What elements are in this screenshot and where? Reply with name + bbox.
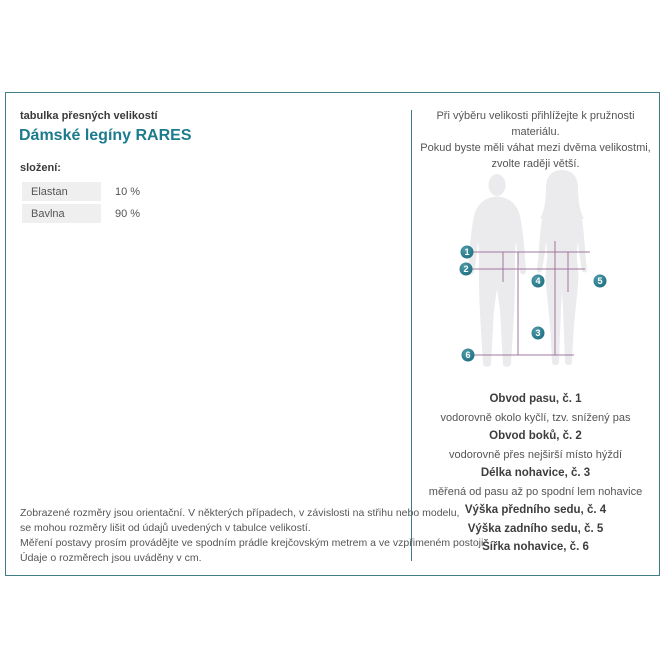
marker-1-icon <box>461 246 474 259</box>
svg-text:2: 2 <box>463 264 469 275</box>
body-silhouettes-figure <box>408 167 656 381</box>
male-silhouette-icon <box>468 174 526 367</box>
disclaimer-line: Údaje o rozměrech jsou uváděny v cm. <box>20 552 202 564</box>
marker-6-icon <box>462 349 475 362</box>
measurement-diagram <box>408 167 656 381</box>
list-item <box>412 520 659 539</box>
measurement-title: Obvod boků, č. 2 <box>489 430 582 442</box>
right-panel <box>412 93 659 575</box>
svg-text:5: 5 <box>597 276 603 287</box>
left-panel <box>6 93 487 575</box>
size-advice-text <box>412 108 659 172</box>
measurement-description: vodorovně přes nejširší místo hýždí <box>448 448 623 461</box>
composition-label: složení: <box>20 162 61 174</box>
table-row <box>22 182 140 201</box>
material-percentage: 10 % <box>115 185 141 198</box>
marker-5-icon <box>594 275 607 288</box>
marker-2-icon <box>460 263 473 276</box>
svg-text:6: 6 <box>465 350 471 361</box>
material-percentage: 90 % <box>115 207 141 220</box>
svg-text:1: 1 <box>464 247 470 258</box>
table-row <box>22 204 140 223</box>
measurement-title: Délka nohavice, č. 3 <box>480 467 591 479</box>
measurement-list <box>412 390 659 557</box>
marker-3-icon <box>532 327 545 340</box>
advice-line: Při výběru velikosti přihlížejte k pružnosti materiálu. <box>436 110 635 138</box>
content-frame <box>5 92 660 576</box>
measurement-title: Výška zadního sedu, č. 5 <box>467 522 604 535</box>
measurement-title: Obvod pasu, č. 1 <box>489 393 582 405</box>
svg-text:4: 4 <box>535 276 541 287</box>
list-item <box>412 390 659 427</box>
list-item <box>412 464 659 501</box>
marker-4-icon <box>532 275 545 288</box>
advice-line: Pokud byste měli váhat mezi dvěma velikostmi, <box>420 142 651 154</box>
composition-table <box>22 182 140 226</box>
disclaimer-line: Zobrazené rozměry jsou orientační. V některých případech, v závislosti na střihu nebo modelu, <box>20 507 460 519</box>
list-item <box>412 538 659 557</box>
list-item <box>412 427 659 464</box>
female-silhouette-icon <box>537 170 587 365</box>
page-title: Dámské legíny RARES <box>19 127 192 144</box>
measurement-description: vodorovně okolo kyčlí, tzv. snížený pas <box>440 411 631 424</box>
measurement-title: Šířka nohavice, č. 6 <box>482 541 589 553</box>
svg-text:3: 3 <box>535 328 541 339</box>
advice-line: zvolte raději větší. <box>491 158 580 170</box>
measurement-title: Výška předního sedu, č. 4 <box>464 504 607 516</box>
disclaimer-line: Měření postavy prosím provádějte ve spodním prádle krejčovským metrem a ve vzpřimeném postoji. <box>20 537 487 549</box>
material-name: Elastan <box>22 182 101 201</box>
table-subtitle: tabulka přesných velikostí <box>20 110 158 122</box>
disclaimer-line: se mohou rozměry lišit od údajů uvedených v tabulce velikostí. <box>20 522 311 534</box>
list-item <box>412 501 659 520</box>
material-name: Bavlna <box>22 204 101 223</box>
measurement-description: měřená od pasu až po spodní lem nohavice <box>428 485 643 498</box>
